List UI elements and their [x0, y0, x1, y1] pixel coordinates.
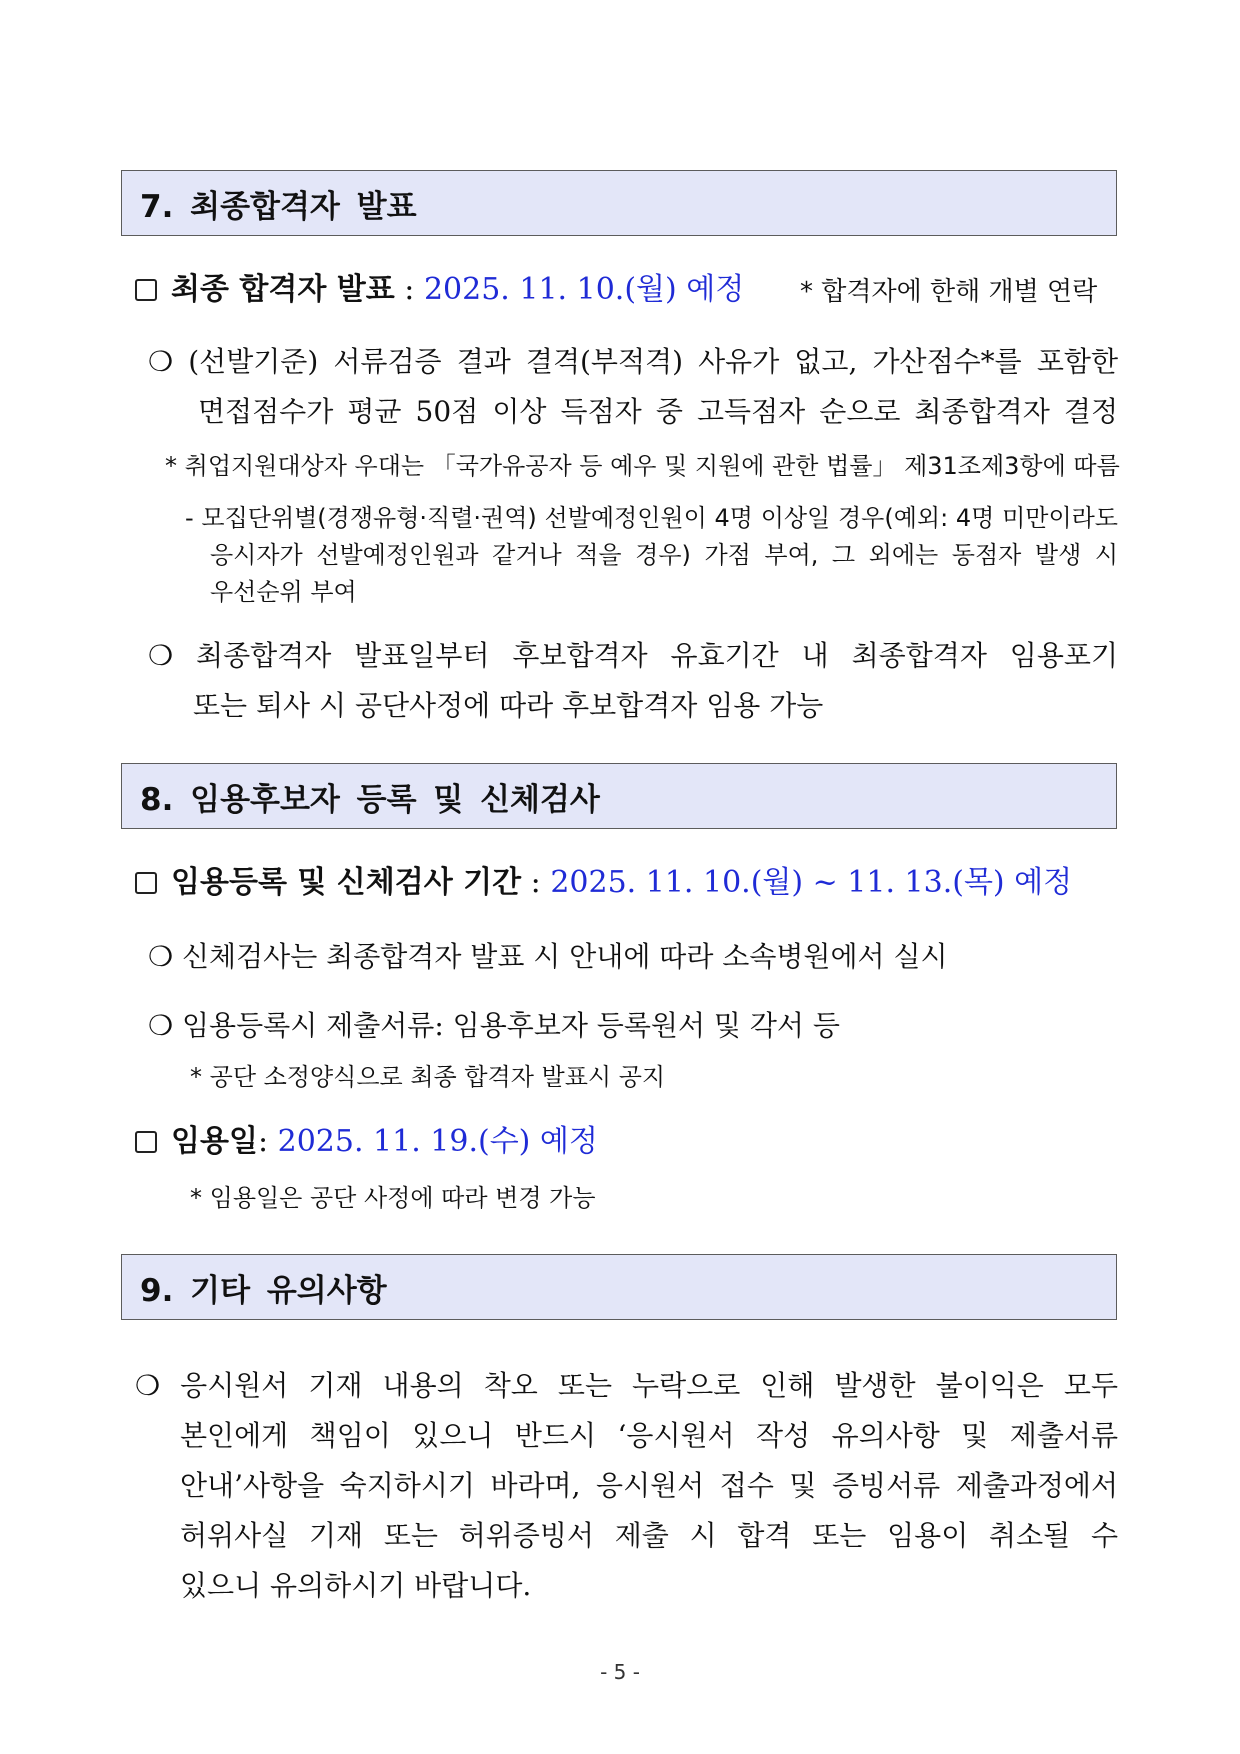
section-9-header: [121, 1254, 1117, 1320]
selection-criteria-line-1: ❍ (선발기준) 서류검증 결과 결격(부적격) 사유가 없고, 가산점수*를 포함한: [148, 345, 1118, 378]
selection-criteria-line-2: 면접점수가 평균 50점 이상 득점자 중 고득점자 순으로 최종합격자 결정: [198, 395, 1118, 428]
final-announcement-date: 2025. 11. 10.(월) 예정: [423, 272, 745, 307]
bonus-detail-line-2: 응시자가 선발예정인원과 같거나 적을 경우) 가점 부여, 그 외에는 동점자 발생 시: [210, 541, 1118, 569]
medical-exam-text: ❍ 신체검사는 최종합격자 발표 시 안내에 따라 소속병원에서 실시: [148, 940, 948, 973]
form-note: * 공단 소정양식으로 최종 합격자 발표시 공지: [190, 1063, 666, 1091]
section-9-title: 9. 기타 유의사항: [140, 1272, 387, 1309]
separator: :: [394, 272, 424, 307]
caution-line-3: 안내’사항을 숙지하시기 바라며, 응시원서 접수 및 증빙서류 제출과정에서: [180, 1469, 1118, 1502]
section-7-header: [121, 170, 1117, 236]
appointment-date-value: 2025. 11. 19.(수) 예정: [277, 1124, 598, 1159]
section-8-header: [121, 763, 1117, 829]
separator: :: [521, 865, 551, 900]
caution-line-5: 있으니 유의하시기 바랍니다.: [180, 1569, 532, 1602]
required-documents-text: ❍ 임용등록시 제출서류: 임용후보자 등록원서 및 각서 등: [148, 1009, 840, 1042]
checkbox-square-icon: [135, 1131, 157, 1153]
checkbox-square-icon: [135, 872, 157, 894]
appointment-date-item: [135, 1122, 598, 1162]
final-announcement-note: * 합격자에 한해 개별 연락: [800, 277, 1098, 307]
caution-line-2: 본인에게 책임이 있으니 반드시 ‘응시원서 작성 유의사항 및 제출서류: [180, 1419, 1118, 1452]
appointment-note: * 임용일은 공단 사정에 따라 변경 가능: [190, 1184, 596, 1212]
registration-period-label: 임용등록 및 신체검사 기간: [171, 865, 522, 900]
veterans-note: * 취업지원대상자 우대는 「국가유공자 등 예우 및 지원에 관한 법률」 제31조제3항에 따름: [165, 452, 1120, 480]
section-8-title: 8. 임용후보자 등록 및 신체검사: [140, 781, 600, 818]
caution-line-4: 허위사실 기재 또는 허위증빙서 제출 시 합격 또는 임용이 취소될 수: [180, 1519, 1118, 1552]
appointment-date-label: 임용일: [171, 1124, 258, 1159]
page-number: - 5 -: [600, 1660, 640, 1684]
final-announcement-item: [135, 270, 744, 310]
section-7-title: 7. 최종합격자 발표: [140, 188, 417, 225]
bonus-detail-line-1: - 모집단위별(경쟁유형·직렬·권역) 선발예정인원이 4명 이상일 경우(예외: 4명 미만이라도: [185, 504, 1118, 532]
reserve-candidate-line-2: 또는 퇴사 시 공단사정에 따라 후보합격자 임용 가능: [193, 689, 824, 722]
caution-line-1: ❍ 응시원서 기재 내용의 착오 또는 누락으로 인해 발생한 불이익은 모두: [135, 1369, 1118, 1402]
checkbox-square-icon: [135, 279, 157, 301]
final-announcement-label: 최종 합격자 발표: [171, 272, 395, 307]
bonus-detail-line-3: 우선순위 부여: [210, 578, 357, 606]
separator: :: [257, 1124, 278, 1159]
registration-period-date: 2025. 11. 10.(월) ~ 11. 13.(목) 예정: [550, 865, 1073, 900]
reserve-candidate-line-1: ❍ 최종합격자 발표일부터 후보합격자 유효기간 내 최종합격자 임용포기: [148, 639, 1118, 672]
registration-period-item: [135, 863, 1072, 903]
